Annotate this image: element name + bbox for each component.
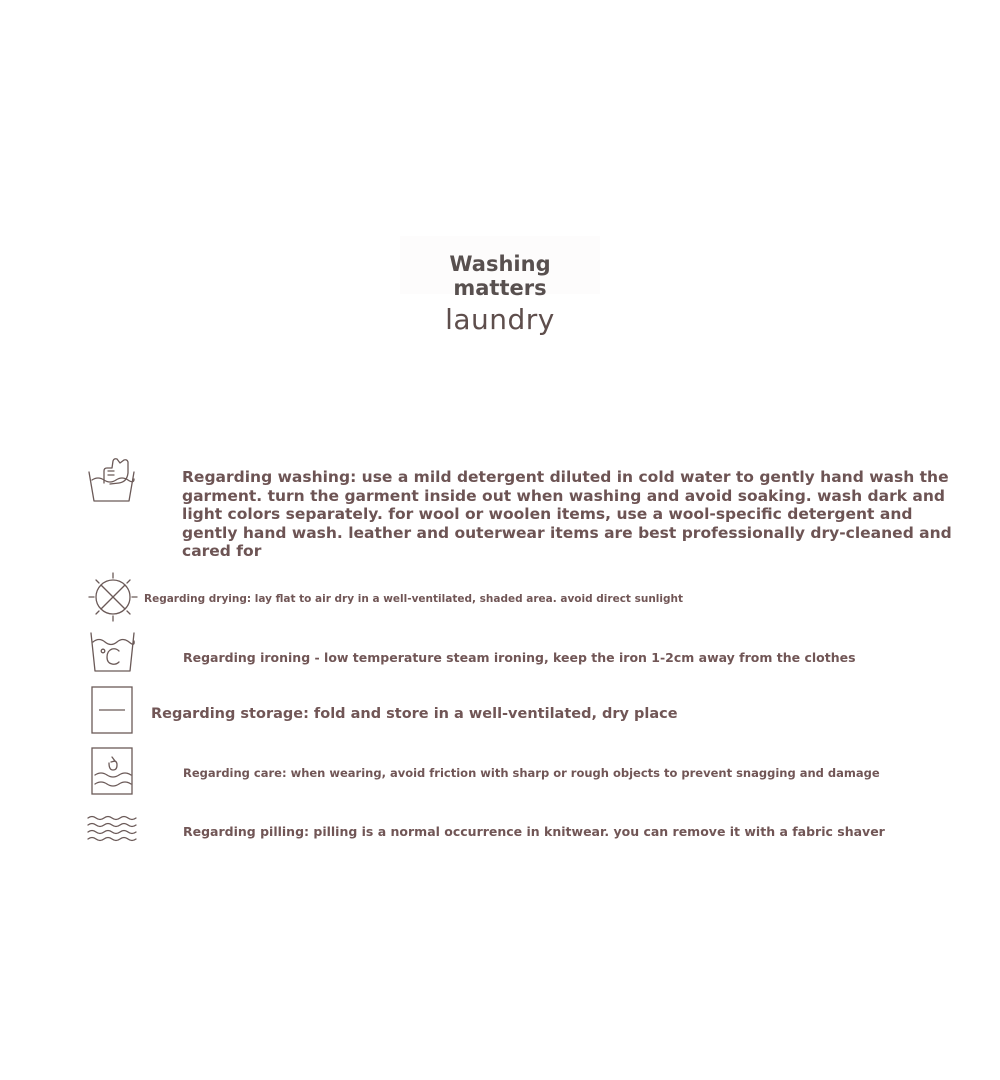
care-text-washing: Regarding washing: use a mild detergent diluted in cold water to gently hand wash the garment. turn the garment inside out when washing and avoid soaking. wash dark and light colors separately. for wool or woolen items, use a wool-specific detergent and gently hand wash. leather and outerwear items are best professionally dry-cleaned and cared for [182, 468, 952, 560]
care-text-pilling: Regarding pilling: pilling is a normal occurrence in knitwear. you can remove it with a fabric shaver [183, 824, 885, 839]
wash-temperature-icon [88, 630, 136, 674]
care-text-ironing: Regarding ironing - low temperature steam ironing, keep the iron 1-2cm away from the clothes [183, 650, 856, 665]
page-subtitle: laundry [445, 303, 555, 336]
page-title: Washing matters [449, 252, 551, 300]
wavy-lines-icon [86, 814, 138, 846]
gentle-care-icon [89, 746, 135, 796]
hand-wash-icon [86, 455, 136, 505]
care-text-drying: Regarding drying: lay flat to air dry in a well-ventilated, shaded area. avoid direct sunlight [144, 593, 684, 605]
dry-flat-icon [89, 685, 135, 735]
care-text-storage: Regarding storage: fold and store in a well-ventilated, dry place [151, 706, 678, 722]
care-text-care: Regarding care: when wearing, avoid friction with sharp or rough objects to prevent snagging and damage [183, 766, 880, 780]
no-tumble-dry-icon [87, 571, 139, 623]
